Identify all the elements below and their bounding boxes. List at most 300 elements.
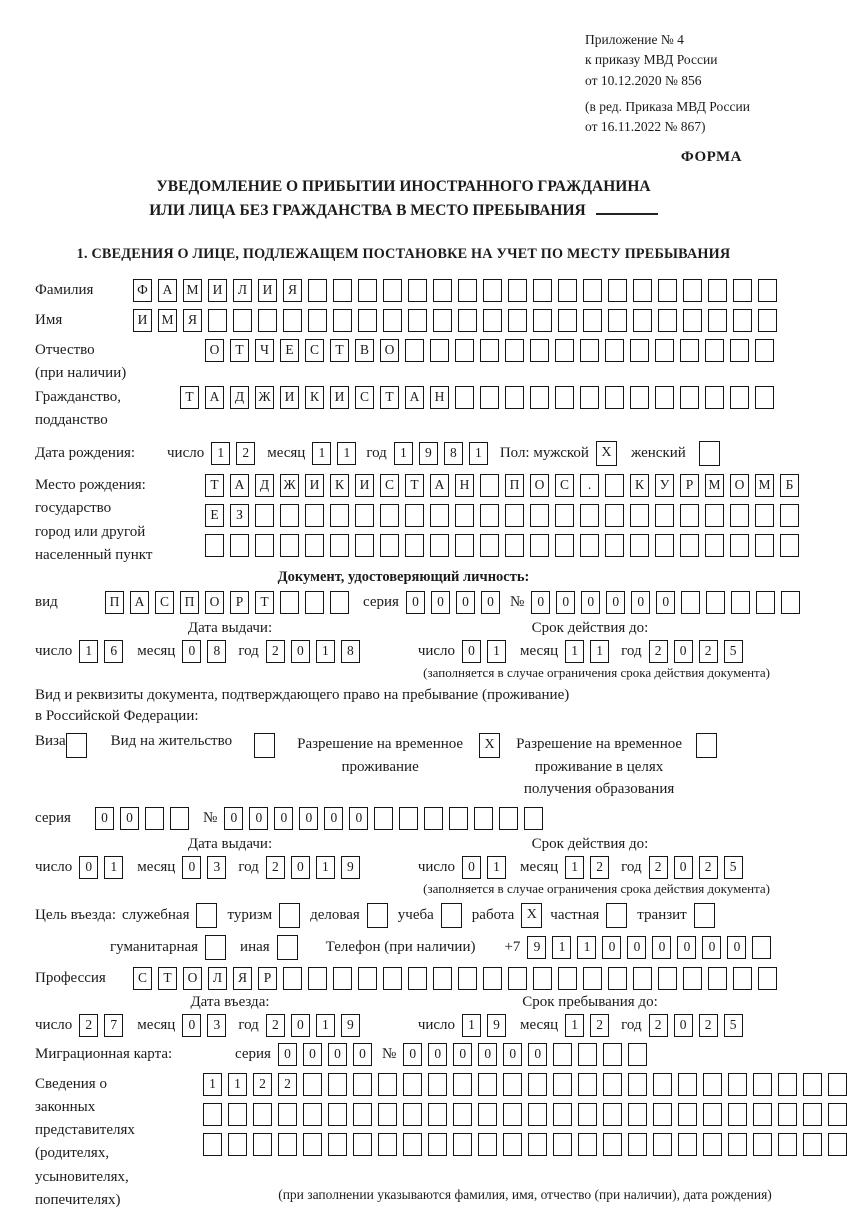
char-cell[interactable] [255,534,274,557]
char-cell[interactable]: М [183,279,202,302]
char-cell[interactable]: 3 [207,856,226,879]
char-cell[interactable] [353,1133,372,1156]
char-cell[interactable]: 0 [631,591,650,614]
char-cell[interactable]: 0 [349,807,368,830]
char-cell[interactable] [633,309,652,332]
char-cell[interactable]: М [158,309,177,332]
char-cell[interactable] [428,1133,447,1156]
char-cell[interactable] [605,504,624,527]
char-cell[interactable] [680,386,699,409]
char-cell[interactable] [405,339,424,362]
char-cell[interactable]: Д [255,474,274,497]
char-cell[interactable] [308,967,327,990]
char-cell[interactable] [383,967,402,990]
char-cell[interactable] [630,339,649,362]
char-cell[interactable] [703,1103,722,1126]
char-cell[interactable] [653,1103,672,1126]
char-cell[interactable]: 0 [674,1014,693,1037]
char-cell[interactable] [580,534,599,557]
char-cell[interactable] [283,967,302,990]
char-cell[interactable] [283,309,302,332]
char-cell[interactable]: 2 [79,1014,98,1037]
char-cell[interactable] [730,386,749,409]
char-cell[interactable] [558,967,577,990]
char-cell[interactable] [333,279,352,302]
char-cell[interactable] [608,279,627,302]
char-cell[interactable]: К [330,474,349,497]
char-cell[interactable]: И [305,474,324,497]
char-cell[interactable] [733,967,752,990]
char-cell[interactable]: 0 [278,1043,297,1066]
char-cell[interactable]: Я [283,279,302,302]
char-cell[interactable] [499,807,518,830]
char-cell[interactable]: 0 [428,1043,447,1066]
char-cell[interactable] [458,967,477,990]
char-cell[interactable]: 2 [649,640,668,663]
char-cell[interactable] [430,504,449,527]
char-cell[interactable] [752,936,771,959]
char-cell[interactable]: 1 [577,936,596,959]
purpose-study-checkbox[interactable] [441,903,462,928]
char-cell[interactable] [555,534,574,557]
char-cell[interactable]: 5 [724,640,743,663]
char-cell[interactable] [480,534,499,557]
char-cell[interactable]: 2 [590,1014,609,1037]
char-cell[interactable]: 1 [552,936,571,959]
char-cell[interactable] [758,967,777,990]
char-cell[interactable] [533,309,552,332]
char-cell[interactable] [378,1103,397,1126]
char-cell[interactable] [678,1073,697,1096]
char-cell[interactable]: Т [255,591,274,614]
char-cell[interactable]: Ж [280,474,299,497]
char-cell[interactable]: Т [405,474,424,497]
char-cell[interactable]: 1 [590,640,609,663]
char-cell[interactable]: А [430,474,449,497]
char-cell[interactable] [558,279,577,302]
char-cell[interactable]: 0 [95,807,114,830]
char-cell[interactable] [655,534,674,557]
char-cell[interactable] [508,967,527,990]
char-cell[interactable]: И [355,474,374,497]
char-cell[interactable] [380,534,399,557]
char-cell[interactable] [533,279,552,302]
char-cell[interactable]: 2 [699,856,718,879]
char-cell[interactable] [578,1043,597,1066]
char-cell[interactable]: 0 [291,856,310,879]
char-cell[interactable]: 9 [419,442,438,465]
char-cell[interactable]: О [183,967,202,990]
visa-checkbox[interactable] [66,733,87,758]
char-cell[interactable]: 2 [236,442,255,465]
char-cell[interactable]: Л [233,279,252,302]
char-cell[interactable] [728,1103,747,1126]
char-cell[interactable]: 1 [337,442,356,465]
char-cell[interactable] [280,504,299,527]
char-cell[interactable] [203,1103,222,1126]
char-cell[interactable] [374,807,393,830]
char-cell[interactable] [403,1133,422,1156]
char-cell[interactable]: 0 [182,1014,201,1037]
char-cell[interactable] [655,504,674,527]
char-cell[interactable] [703,1133,722,1156]
char-cell[interactable] [708,309,727,332]
char-cell[interactable] [408,967,427,990]
char-cell[interactable]: Р [230,591,249,614]
char-cell[interactable]: Л [208,967,227,990]
char-cell[interactable]: 1 [316,1014,335,1037]
char-cell[interactable]: 8 [341,640,360,663]
char-cell[interactable]: 0 [431,591,450,614]
char-cell[interactable] [455,339,474,362]
char-cell[interactable] [728,1133,747,1156]
char-cell[interactable] [608,309,627,332]
char-cell[interactable]: 0 [677,936,696,959]
char-cell[interactable] [705,504,724,527]
char-cell[interactable] [730,534,749,557]
char-cell[interactable]: 0 [462,856,481,879]
char-cell[interactable]: Р [680,474,699,497]
char-cell[interactable] [530,339,549,362]
purpose-private-checkbox[interactable] [606,903,627,928]
char-cell[interactable] [558,309,577,332]
char-cell[interactable]: 1 [565,856,584,879]
char-cell[interactable] [455,504,474,527]
char-cell[interactable] [753,1103,772,1126]
char-cell[interactable] [755,504,774,527]
sex-male-checkbox[interactable]: X [596,441,617,466]
char-cell[interactable] [630,386,649,409]
char-cell[interactable] [603,1133,622,1156]
char-cell[interactable] [755,534,774,557]
char-cell[interactable]: 0 [324,807,343,830]
char-cell[interactable] [828,1133,847,1156]
char-cell[interactable]: О [730,474,749,497]
char-cell[interactable] [603,1043,622,1066]
char-cell[interactable]: С [555,474,574,497]
char-cell[interactable]: И [208,279,227,302]
char-cell[interactable]: 0 [627,936,646,959]
char-cell[interactable] [605,339,624,362]
char-cell[interactable]: 2 [278,1073,297,1096]
char-cell[interactable] [578,1133,597,1156]
char-cell[interactable] [333,309,352,332]
char-cell[interactable] [474,807,493,830]
char-cell[interactable] [330,504,349,527]
char-cell[interactable] [253,1133,272,1156]
char-cell[interactable] [478,1103,497,1126]
char-cell[interactable] [503,1103,522,1126]
char-cell[interactable] [705,386,724,409]
char-cell[interactable]: И [133,309,152,332]
char-cell[interactable]: 0 [328,1043,347,1066]
char-cell[interactable] [328,1103,347,1126]
char-cell[interactable]: 2 [649,856,668,879]
char-cell[interactable] [780,504,799,527]
residence-permit-checkbox[interactable] [254,733,275,758]
char-cell[interactable] [380,504,399,527]
char-cell[interactable] [403,1073,422,1096]
char-cell[interactable] [305,504,324,527]
char-cell[interactable] [755,339,774,362]
char-cell[interactable] [358,967,377,990]
char-cell[interactable] [583,279,602,302]
char-cell[interactable] [578,1073,597,1096]
char-cell[interactable] [653,1073,672,1096]
char-cell[interactable]: О [530,474,549,497]
char-cell[interactable]: 0 [606,591,625,614]
purpose-other-checkbox[interactable] [277,935,298,960]
char-cell[interactable] [533,967,552,990]
char-cell[interactable]: 2 [266,856,285,879]
char-cell[interactable] [258,309,277,332]
char-cell[interactable]: Т [380,386,399,409]
char-cell[interactable]: 1 [211,442,230,465]
purpose-business-checkbox[interactable] [367,903,388,928]
char-cell[interactable] [303,1103,322,1126]
char-cell[interactable] [480,474,499,497]
char-cell[interactable] [230,534,249,557]
char-cell[interactable] [458,309,477,332]
char-cell[interactable] [303,1133,322,1156]
char-cell[interactable] [580,386,599,409]
char-cell[interactable]: 1 [487,640,506,663]
char-cell[interactable]: Б [780,474,799,497]
char-cell[interactable] [480,504,499,527]
char-cell[interactable] [353,1103,372,1126]
char-cell[interactable] [505,504,524,527]
char-cell[interactable] [405,534,424,557]
char-cell[interactable] [778,1073,797,1096]
char-cell[interactable] [803,1103,822,1126]
char-cell[interactable] [428,1103,447,1126]
char-cell[interactable]: 1 [487,856,506,879]
char-cell[interactable] [353,1073,372,1096]
char-cell[interactable]: А [205,386,224,409]
char-cell[interactable]: 0 [274,807,293,830]
char-cell[interactable]: П [105,591,124,614]
char-cell[interactable] [480,339,499,362]
char-cell[interactable]: 0 [406,591,425,614]
char-cell[interactable] [383,309,402,332]
char-cell[interactable] [278,1103,297,1126]
char-cell[interactable] [731,591,750,614]
char-cell[interactable] [683,279,702,302]
char-cell[interactable]: 0 [353,1043,372,1066]
char-cell[interactable]: 2 [649,1014,668,1037]
char-cell[interactable]: 9 [341,1014,360,1037]
char-cell[interactable]: С [133,967,152,990]
char-cell[interactable] [658,309,677,332]
char-cell[interactable] [530,534,549,557]
char-cell[interactable]: 9 [487,1014,506,1037]
char-cell[interactable] [778,1133,797,1156]
char-cell[interactable]: Н [455,474,474,497]
char-cell[interactable]: Р [258,967,277,990]
char-cell[interactable] [278,1133,297,1156]
char-cell[interactable] [683,967,702,990]
char-cell[interactable] [228,1103,247,1126]
purpose-transit-checkbox[interactable] [694,903,715,928]
char-cell[interactable] [758,309,777,332]
char-cell[interactable] [678,1103,697,1126]
char-cell[interactable] [628,1073,647,1096]
char-cell[interactable]: 1 [203,1073,222,1096]
char-cell[interactable] [758,279,777,302]
char-cell[interactable]: А [405,386,424,409]
char-cell[interactable] [483,967,502,990]
char-cell[interactable]: 0 [182,640,201,663]
char-cell[interactable] [355,534,374,557]
char-cell[interactable] [205,534,224,557]
char-cell[interactable]: К [305,386,324,409]
char-cell[interactable]: 0 [299,807,318,830]
char-cell[interactable] [780,534,799,557]
char-cell[interactable]: 0 [674,640,693,663]
char-cell[interactable] [658,967,677,990]
char-cell[interactable] [528,1103,547,1126]
char-cell[interactable] [524,807,543,830]
char-cell[interactable] [408,309,427,332]
char-cell[interactable]: 5 [724,856,743,879]
char-cell[interactable] [508,309,527,332]
char-cell[interactable] [505,534,524,557]
char-cell[interactable] [633,279,652,302]
char-cell[interactable]: 0 [478,1043,497,1066]
char-cell[interactable] [358,279,377,302]
char-cell[interactable] [553,1103,572,1126]
char-cell[interactable]: И [330,386,349,409]
char-cell[interactable] [478,1073,497,1096]
char-cell[interactable]: 0 [581,591,600,614]
char-cell[interactable]: 2 [699,640,718,663]
char-cell[interactable]: 8 [444,442,463,465]
char-cell[interactable] [705,339,724,362]
char-cell[interactable] [678,1133,697,1156]
sex-female-checkbox[interactable] [699,441,720,466]
char-cell[interactable] [308,279,327,302]
char-cell[interactable]: 0 [456,591,475,614]
char-cell[interactable]: 2 [266,1014,285,1037]
char-cell[interactable]: Т [330,339,349,362]
char-cell[interactable] [828,1073,847,1096]
char-cell[interactable]: 1 [469,442,488,465]
char-cell[interactable] [228,1133,247,1156]
char-cell[interactable]: 1 [565,640,584,663]
char-cell[interactable] [405,504,424,527]
char-cell[interactable] [528,1073,547,1096]
char-cell[interactable]: 0 [224,807,243,830]
char-cell[interactable] [399,807,418,830]
char-cell[interactable] [580,504,599,527]
char-cell[interactable] [208,309,227,332]
char-cell[interactable] [630,534,649,557]
char-cell[interactable]: Д [230,386,249,409]
char-cell[interactable]: Т [180,386,199,409]
char-cell[interactable]: Н [430,386,449,409]
char-cell[interactable] [828,1103,847,1126]
char-cell[interactable]: Е [280,339,299,362]
char-cell[interactable] [453,1103,472,1126]
char-cell[interactable] [706,591,725,614]
char-cell[interactable] [778,1103,797,1126]
char-cell[interactable]: 0 [403,1043,422,1066]
char-cell[interactable]: 0 [674,856,693,879]
char-cell[interactable]: И [280,386,299,409]
char-cell[interactable]: 9 [527,936,546,959]
char-cell[interactable] [603,1073,622,1096]
char-cell[interactable]: И [258,279,277,302]
char-cell[interactable] [458,279,477,302]
char-cell[interactable] [433,967,452,990]
char-cell[interactable] [803,1073,822,1096]
char-cell[interactable] [555,339,574,362]
char-cell[interactable]: 0 [656,591,675,614]
char-cell[interactable]: П [180,591,199,614]
char-cell[interactable]: О [380,339,399,362]
char-cell[interactable] [358,309,377,332]
char-cell[interactable]: 0 [453,1043,472,1066]
char-cell[interactable] [708,279,727,302]
char-cell[interactable] [430,534,449,557]
char-cell[interactable] [455,386,474,409]
char-cell[interactable] [530,386,549,409]
char-cell[interactable]: О [205,591,224,614]
char-cell[interactable] [708,967,727,990]
char-cell[interactable] [433,279,452,302]
char-cell[interactable]: 1 [316,640,335,663]
char-cell[interactable] [280,534,299,557]
char-cell[interactable] [605,474,624,497]
char-cell[interactable]: 0 [291,640,310,663]
char-cell[interactable] [733,279,752,302]
char-cell[interactable]: 9 [341,856,360,879]
char-cell[interactable]: 8 [207,640,226,663]
char-cell[interactable] [408,279,427,302]
char-cell[interactable]: У [655,474,674,497]
char-cell[interactable] [583,309,602,332]
char-cell[interactable]: П [505,474,524,497]
char-cell[interactable]: 5 [724,1014,743,1037]
char-cell[interactable] [603,1103,622,1126]
char-cell[interactable] [145,807,164,830]
char-cell[interactable]: 0 [531,591,550,614]
char-cell[interactable]: 7 [104,1014,123,1037]
char-cell[interactable] [455,534,474,557]
char-cell[interactable] [203,1133,222,1156]
char-cell[interactable] [628,1103,647,1126]
char-cell[interactable]: О [205,339,224,362]
char-cell[interactable] [605,534,624,557]
temp-residence-checkbox[interactable]: X [479,733,500,758]
char-cell[interactable]: С [355,386,374,409]
char-cell[interactable] [330,591,349,614]
char-cell[interactable]: 1 [394,442,413,465]
purpose-humanitarian-checkbox[interactable] [205,935,226,960]
char-cell[interactable]: 0 [727,936,746,959]
char-cell[interactable] [730,339,749,362]
char-cell[interactable] [630,504,649,527]
char-cell[interactable]: Ж [255,386,274,409]
char-cell[interactable] [653,1133,672,1156]
char-cell[interactable] [728,1073,747,1096]
char-cell[interactable] [303,1073,322,1096]
char-cell[interactable] [280,591,299,614]
char-cell[interactable]: 2 [699,1014,718,1037]
char-cell[interactable] [333,967,352,990]
char-cell[interactable]: 0 [503,1043,522,1066]
char-cell[interactable] [655,386,674,409]
